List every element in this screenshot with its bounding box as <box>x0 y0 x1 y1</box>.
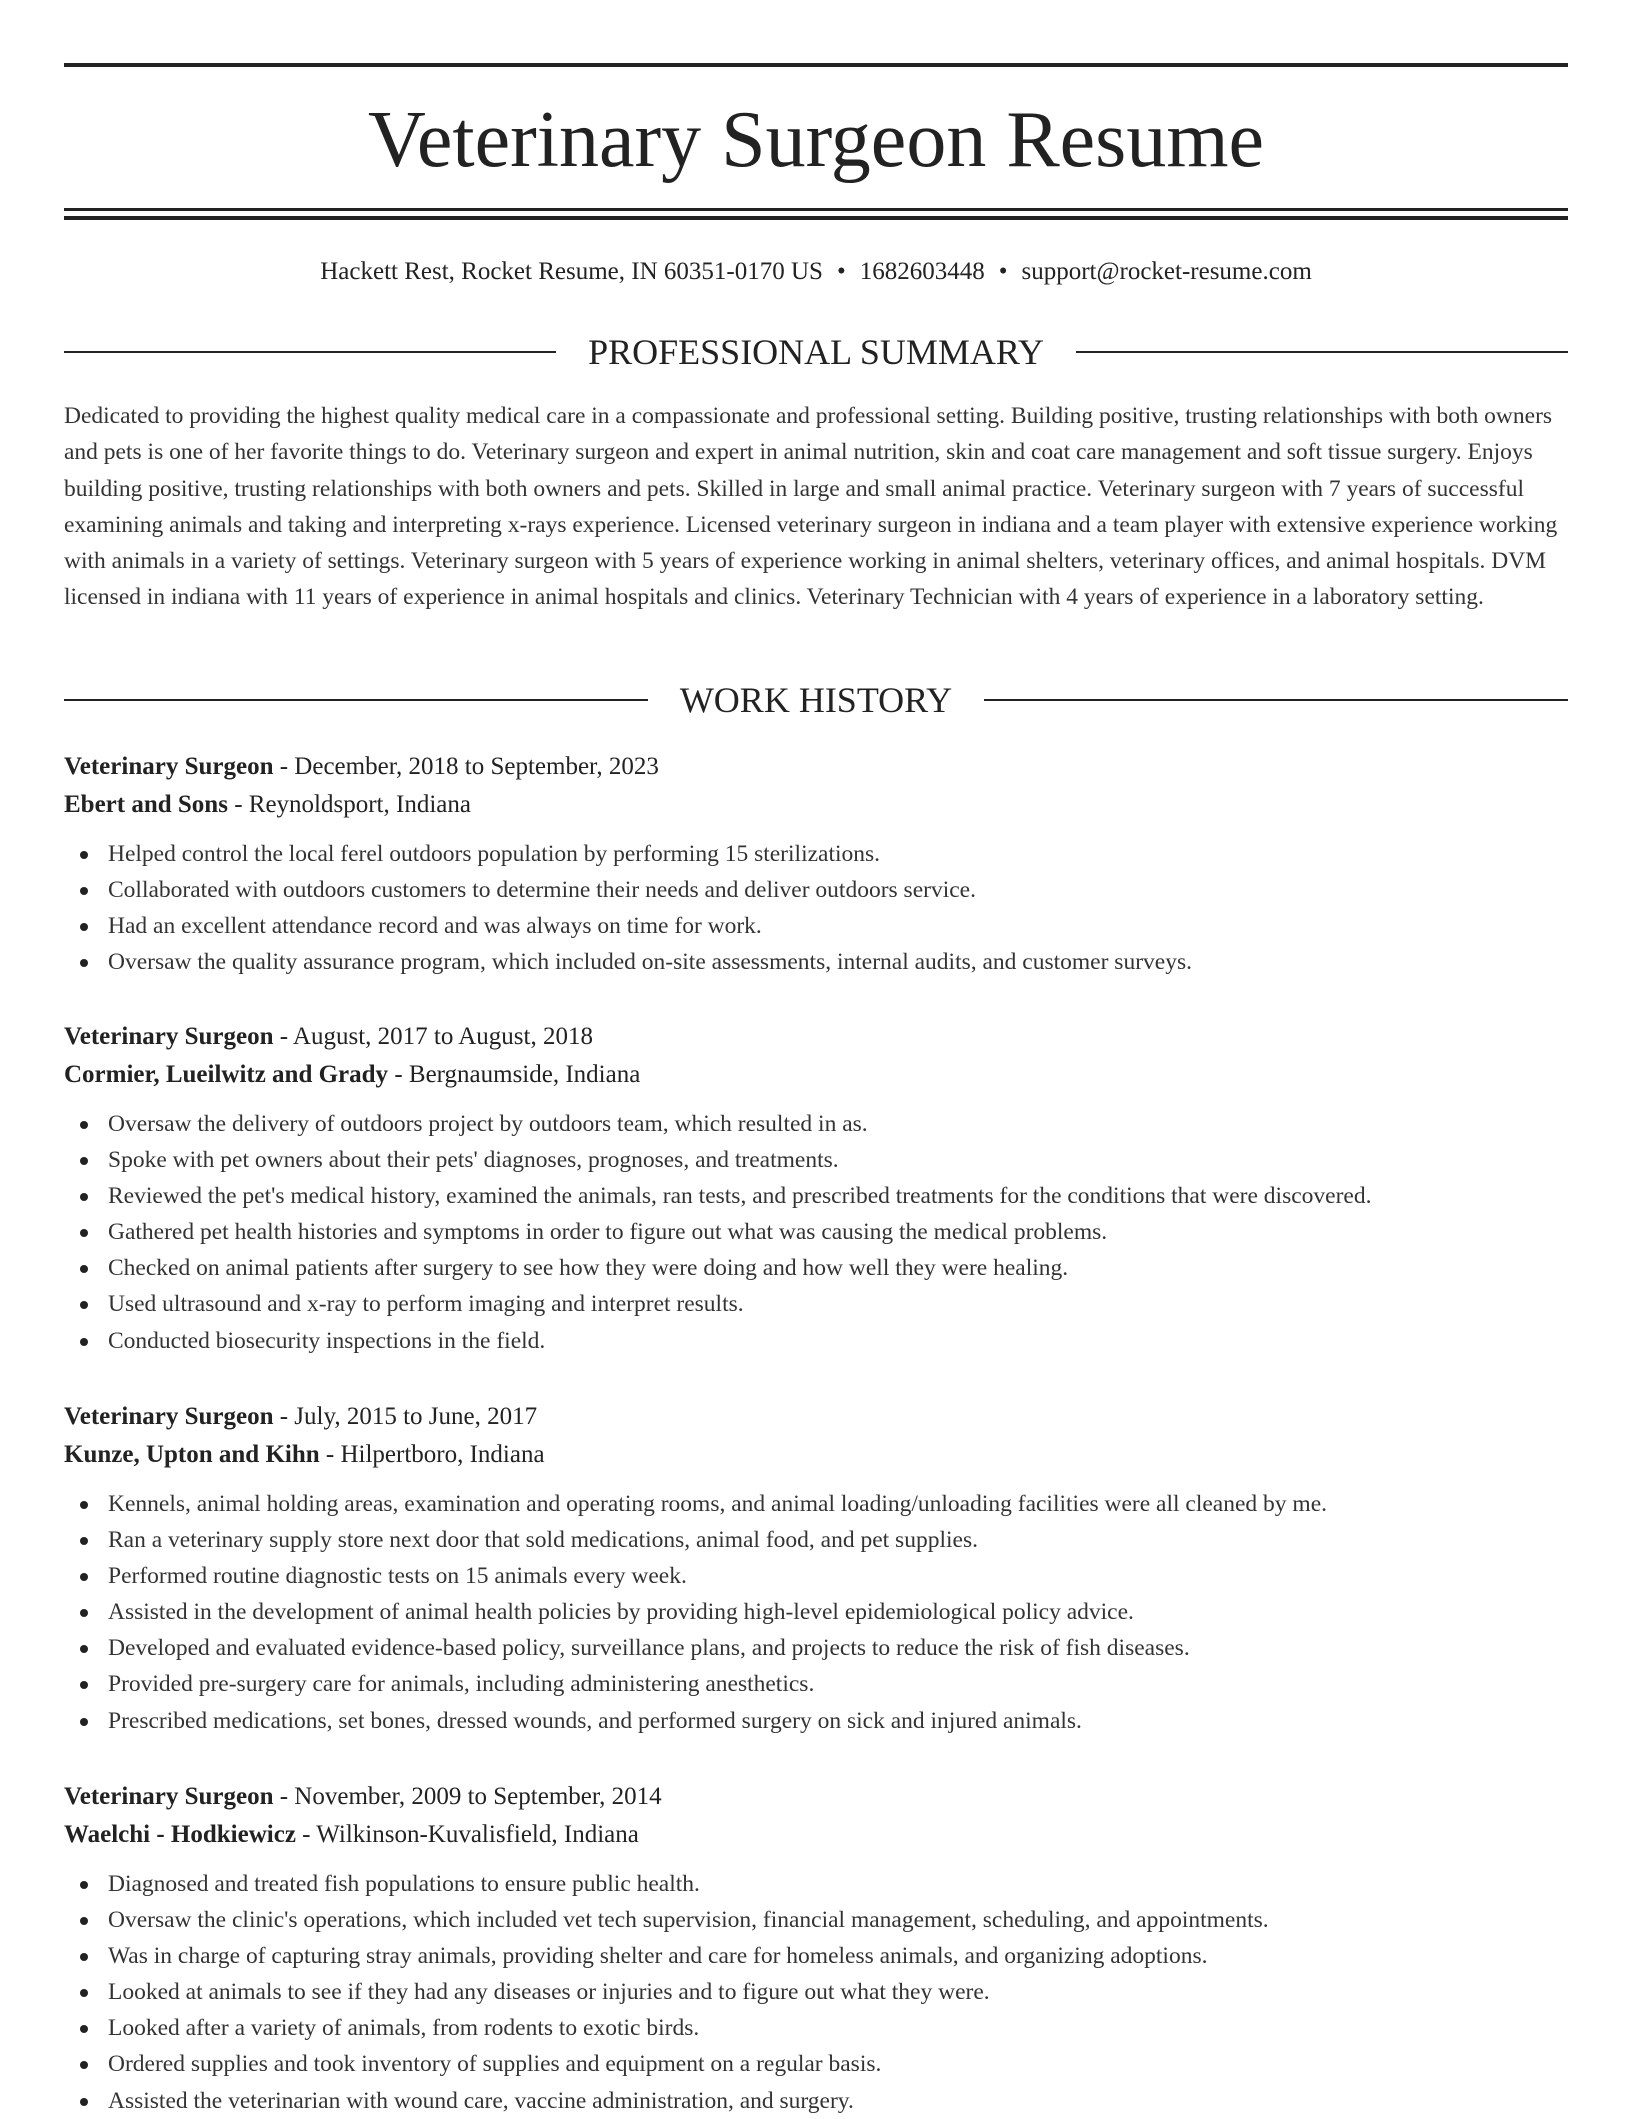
list-item <box>64 1250 1568 1286</box>
bullet-icon <box>80 1953 88 1961</box>
list-item <box>64 1214 1568 1250</box>
list-item-text: Diagnosed and treated fish populations to ensure public health. <box>108 1871 700 1897</box>
job-location: - Reynoldsport, Indiana <box>227 791 471 818</box>
list-item-text: Looked at animals to see if they had any diseases or injuries and to figure out what they were. <box>108 1979 990 2006</box>
bullet-icon <box>80 851 88 859</box>
job-title-line <box>64 1398 1568 1436</box>
list-item-text: Checked on animal patients after surgery to see how they were doing and how well they were healing. <box>108 1255 1069 1282</box>
bullet-icon <box>80 1265 88 1273</box>
job-location: - Hilpertboro, Indiana <box>319 1441 545 1468</box>
summary-heading <box>64 330 1568 374</box>
list-item-text: Reviewed the pet's medical history, examined the animals, ran tests, and prescribed treatments for the conditions that were discovered. <box>108 1183 1372 1210</box>
header-top-rule <box>64 63 1568 67</box>
job-company: Waelchi - Hodkiewicz <box>64 1821 296 1848</box>
bullet-icon <box>80 1338 88 1346</box>
heading-rule-left <box>64 699 648 701</box>
job-bullets <box>64 1106 1568 1359</box>
bullet-icon <box>80 1681 88 1689</box>
summary-heading-label: PROFESSIONAL SUMMARY <box>588 332 1044 372</box>
list-item <box>64 1178 1568 1214</box>
list-item <box>64 944 1568 980</box>
bullet-icon <box>80 1917 88 1925</box>
bullet-icon <box>80 1193 88 1201</box>
job-entry <box>64 1018 1568 1359</box>
list-item <box>64 1938 1568 1974</box>
bullet-icon <box>80 1718 88 1726</box>
job-company: Kunze, Upton and Kihn <box>64 1441 320 1468</box>
list-item-text: Provided pre-surgery care for animals, including administering anesthetics. <box>108 1671 815 1698</box>
bullet-icon <box>80 959 88 967</box>
list-item <box>64 1558 1568 1594</box>
list-item <box>64 1106 1568 1142</box>
contact-address: Hackett Rest, Rocket Resume, IN 60351-0170 US <box>320 258 823 285</box>
bullet-icon <box>80 1121 88 1129</box>
job-bullets <box>64 1486 1568 1739</box>
bullet-icon <box>80 1537 88 1545</box>
list-item-text: Ordered supplies and took inventory of supplies and equipment on a regular basis. <box>108 2051 882 2078</box>
header-bottom-rule-thick <box>64 216 1568 220</box>
bullet-icon <box>80 1501 88 1509</box>
bullet-icon <box>80 1645 88 1653</box>
list-item-text: Spoke with pet owners about their pets' diagnoses, prognoses, and treatments. <box>108 1147 839 1174</box>
bullet-icon <box>80 1157 88 1165</box>
bullet-icon <box>80 887 88 895</box>
list-item <box>64 2046 1568 2082</box>
header-bottom-rule-thin <box>64 208 1568 211</box>
job-company: Ebert and Sons <box>64 791 228 818</box>
list-item-text: Assisted in the development of animal health policies by providing high-level epidemiological policy advice. <box>108 1599 1134 1626</box>
list-item <box>64 1594 1568 1630</box>
job-company-line <box>64 1816 1568 1854</box>
heading-rule-right <box>1076 351 1568 353</box>
bullet-icon <box>80 1989 88 1997</box>
list-item-text: Collaborated with outdoors customers to determine their needs and deliver outdoors service. <box>108 877 976 904</box>
job-location: - Bergnaumside, Indiana <box>388 1061 641 1088</box>
work-history-heading-label: WORK HISTORY <box>679 680 953 720</box>
contact-email[interactable]: support@rocket-resume.com <box>1021 258 1312 285</box>
job-dates: - November, 2009 to September, 2014 <box>273 1783 662 1810</box>
list-item-text: Oversaw the delivery of outdoors project by outdoors team, which resulted in as. <box>108 1111 868 1137</box>
contact-separator: • <box>998 258 1008 285</box>
list-item-text: Oversaw the clinic's operations, which included vet tech supervision, financial management, scheduling, and appointments. <box>108 1907 1269 1934</box>
job-dates: - July, 2015 to June, 2017 <box>273 1403 538 1430</box>
job-title: Veterinary Surgeon <box>64 1783 274 1810</box>
list-item <box>64 1142 1568 1178</box>
list-item-text: Looked after a variety of animals, from rodents to exotic birds. <box>108 2015 700 2042</box>
list-item-text: Developed and evaluated evidence-based policy, surveillance plans, and projects to reduce the risk of fish diseases. <box>108 1635 1190 1662</box>
job-entry <box>64 1778 1568 2119</box>
job-bullets <box>64 836 1568 980</box>
list-item-text: Had an excellent attendance record and was always on time for work. <box>108 913 762 940</box>
heading-rule-right <box>984 699 1568 701</box>
bullet-icon <box>80 1573 88 1581</box>
list-item <box>64 1902 1568 1938</box>
job-bullets <box>64 1866 1568 2119</box>
list-item-text: Prescribed medications, set bones, dressed wounds, and performed surgery on sick and injured animals. <box>108 1707 1082 1734</box>
list-item-text: Was in charge of capturing stray animals, providing shelter and care for homeless animals, and organizing adoptions. <box>108 1943 1208 1970</box>
bullet-icon <box>80 2098 88 2106</box>
list-item <box>64 1974 1568 2010</box>
job-dates: - December, 2018 to September, 2023 <box>273 753 659 780</box>
list-item-text: Gathered pet health histories and symptoms in order to figure out what was causing the medical problems. <box>108 1219 1108 1246</box>
summary-text: Dedicated to providing the highest quality medical care in a compassionate and professional setting. Building positive, trusting relationships with both owners and pets is one of her favorite things to do. Veterinary surgeon and expert in animal nutrition, skin and coat care management and soft tissue surgery. Enjoys building positive, trusting relationships with both owners and pets. Skilled in large and small animal practice. Veterinary surgeon with 7 years of successful examining animals and taking and interpreting x-rays experience. Licensed veterinary surgeon in indiana and a team player with extensive experience working with animals in a variety of settings. Veterinary surgeon with 5 years of experience working in animal shelters, veterinary offices, and animal hospitals. DVM licensed in indiana with 11 years of experience in animal hospitals and clinics. Veterinary Technician with 4 years of experience in a laboratory setting. <box>64 403 1558 611</box>
job-title: Veterinary Surgeon <box>64 753 274 780</box>
bullet-icon <box>80 2061 88 2069</box>
list-item <box>64 1866 1568 1902</box>
list-item <box>64 1286 1568 1322</box>
list-item <box>64 1323 1568 1359</box>
list-item-text: Used ultrasound and x-ray to perform imaging and interpret results. <box>108 1291 744 1318</box>
list-item-text: Performed routine diagnostic tests on 15 animals every week. <box>108 1563 687 1590</box>
list-item-text: Assisted the veterinarian with wound care, vaccine administration, and surgery. <box>108 2087 854 2114</box>
list-item <box>64 836 1568 872</box>
bullet-icon <box>80 1229 88 1237</box>
contact-separator: • <box>836 258 846 285</box>
resume-title: Veterinary Surgeon Resume <box>367 96 1265 184</box>
list-item <box>64 1703 1568 1739</box>
heading-rule-left <box>64 351 556 353</box>
bullet-icon <box>80 1301 88 1309</box>
list-item <box>64 908 1568 944</box>
contact-phone[interactable]: 1682603448 <box>859 258 985 285</box>
bullet-icon <box>80 1881 88 1889</box>
job-entry <box>64 748 1568 980</box>
job-title: Veterinary Surgeon <box>64 1403 274 1430</box>
list-item <box>64 1522 1568 1558</box>
bullet-icon <box>80 1609 88 1617</box>
job-entry <box>64 1398 1568 1739</box>
bullet-icon <box>80 923 88 931</box>
job-title-line <box>64 748 1568 786</box>
job-location: - Wilkinson-Kuvalisfield, Indiana <box>295 1821 639 1848</box>
list-item <box>64 1666 1568 1702</box>
list-item <box>64 1486 1568 1522</box>
job-company-line <box>64 1436 1568 1474</box>
list-item <box>64 2010 1568 2046</box>
list-item-text: Oversaw the quality assurance program, which included on-site assessments, internal audits, and customer surveys. <box>108 949 1192 976</box>
work-history-heading <box>64 678 1568 722</box>
job-company: Cormier, Lueilwitz and Grady <box>64 1061 389 1088</box>
list-item <box>64 1630 1568 1666</box>
contact-line <box>64 254 1568 290</box>
job-title-line <box>64 1778 1568 1816</box>
list-item-text: Ran a veterinary supply store next door that sold medications, animal food, and pet supplies. <box>108 1527 978 1554</box>
job-title-line <box>64 1018 1568 1056</box>
list-item-text: Conducted biosecurity inspections in the field. <box>108 1327 546 1354</box>
bullet-icon <box>80 2025 88 2033</box>
list-item <box>64 2083 1568 2119</box>
list-item-text: Kennels, animal holding areas, examination and operating rooms, and animal loading/unloading facilities were all cleaned by me. <box>108 1491 1328 1517</box>
job-company-line <box>64 1056 1568 1094</box>
job-dates: - August, 2017 to August, 2018 <box>273 1023 593 1050</box>
job-company-line <box>64 786 1568 824</box>
list-item <box>64 872 1568 908</box>
list-item-text: Helped control the local ferel outdoors population by performing 15 sterilizations. <box>108 841 881 867</box>
job-title: Veterinary Surgeon <box>64 1023 274 1050</box>
